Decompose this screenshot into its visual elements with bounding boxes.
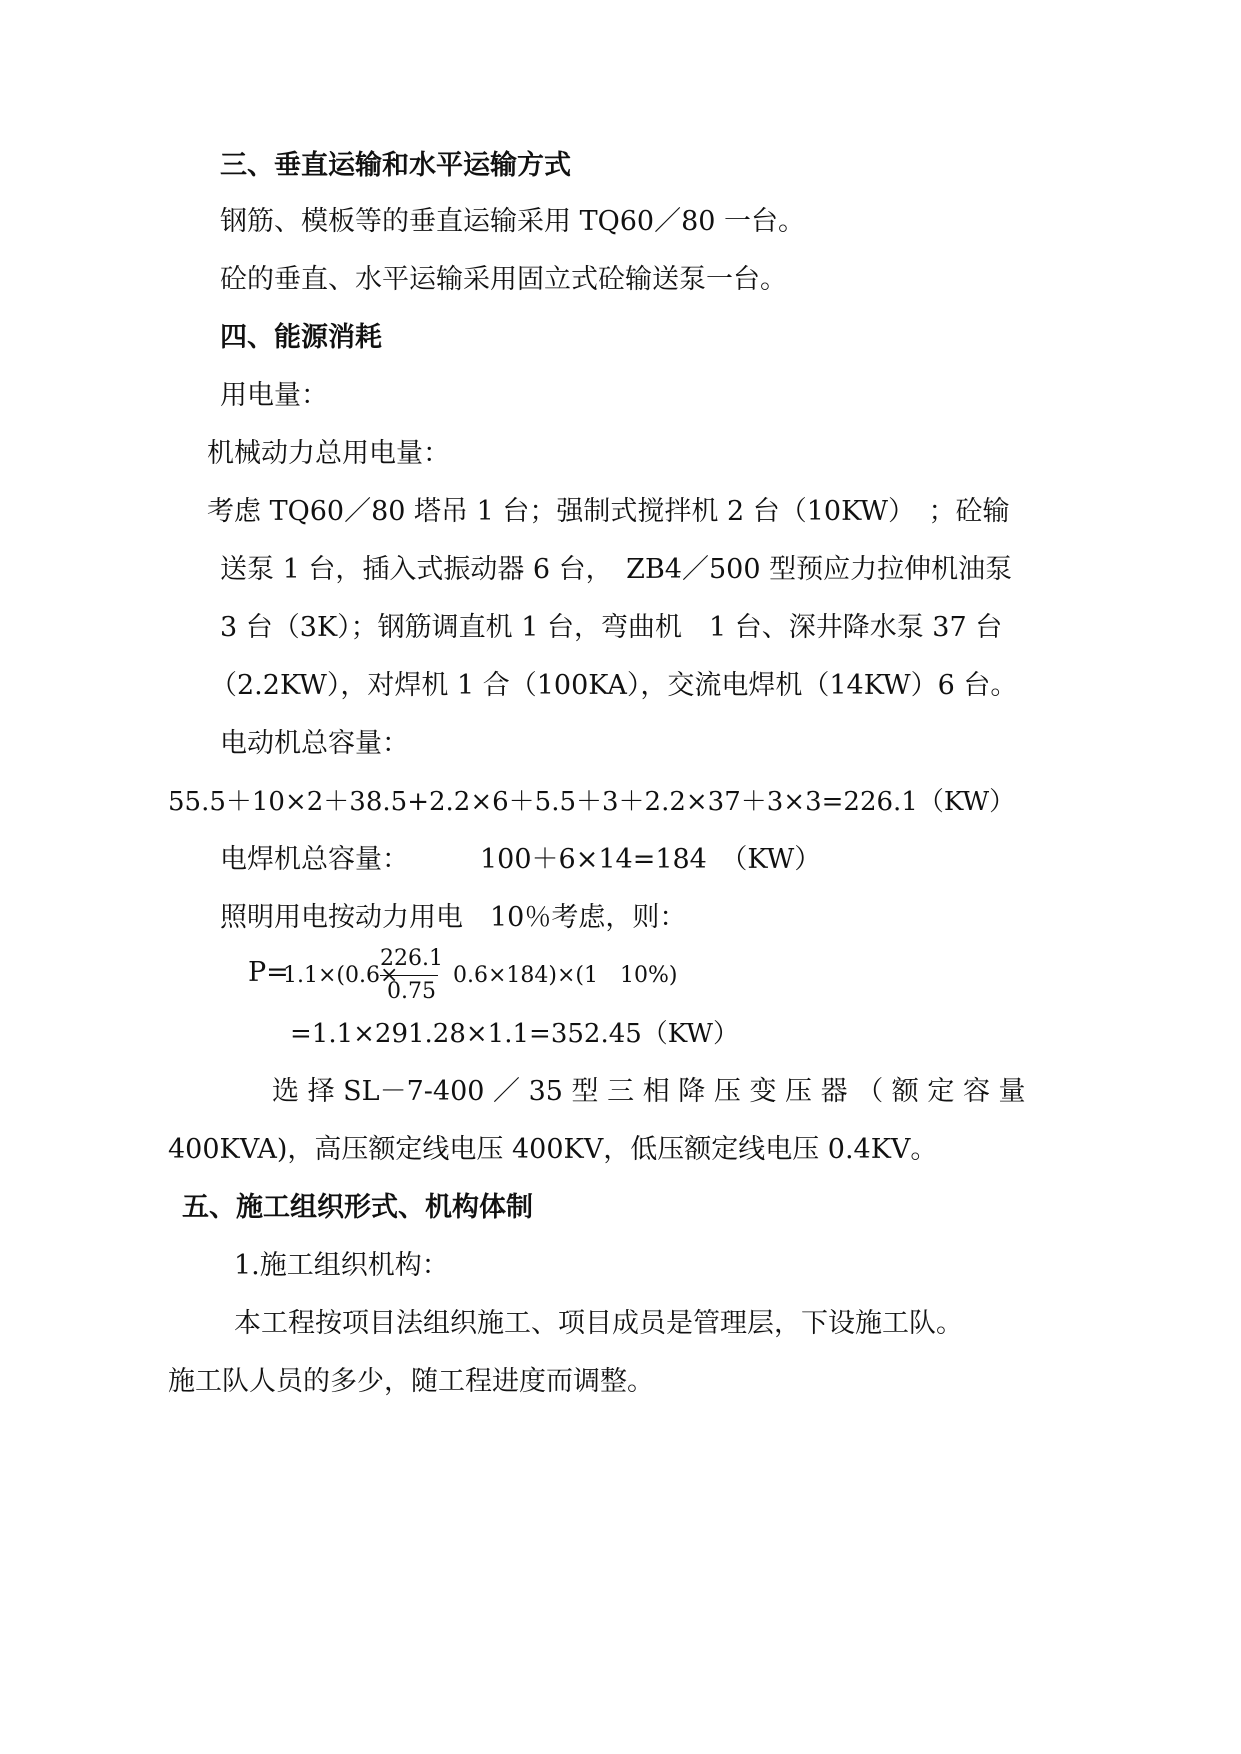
p-formula-part2: 0.6×184)×(1 10%) [453, 963, 678, 988]
section3-heading: 三、垂直运输和水平运输方式 [220, 150, 571, 181]
power-label: 用电量： [220, 380, 328, 411]
machines-line-2: 送泵 1 台，插入式振动器 6 台， ZB4／500 型预应力拉伸机油泵 [220, 554, 1013, 585]
machines-line-4: （2.2KW），对焊机 1 合（100KA），交流电焊机（14KW）6 台。 [210, 670, 1018, 701]
transformer-line-2: 400KVA)，高压额定线电压 400KV，低压额定线电压 0.4KV。 [168, 1134, 938, 1165]
machines-line-1: 考虑 TQ60／80 塔吊 1 台；强制式搅拌机 2 台（10KW） ；砼输 [207, 496, 1010, 527]
section5-subheading: 1.施工组织机构： [234, 1250, 449, 1281]
machine-power-label: 机械动力总用电量： [207, 438, 450, 469]
section3-paragraph-2: 砼的垂直、水平运输采用固立式砼输送泵一台。 [220, 264, 787, 295]
welder-label: 电焊机总容量： [220, 844, 409, 875]
result-line: =1.1×291.28×1.1=352.45（KW） [290, 1019, 740, 1049]
welder-formula: 100＋6×14=184 （KW） [480, 844, 822, 875]
section5-paragraph-line-1: 本工程按项目法组织施工、项目成员是管理层，下设施工队。 [234, 1308, 963, 1339]
p-formula-part1: 1.1×(0.6× [283, 963, 399, 988]
section3-paragraph-1: 钢筋、模板等的垂直运输采用 TQ60／80 一台。 [220, 206, 806, 237]
section4-heading: 四、能源消耗 [220, 322, 382, 353]
motor-total-label: 电动机总容量： [220, 728, 409, 759]
section5-paragraph-line-2: 施工队人员的多少，随工程进度而调整。 [168, 1366, 654, 1397]
lighting-text: 照明用电按动力用电 10％考虑，则： [220, 902, 687, 933]
transformer-line-1: 选 择 SL－7-400 ／ 35 型 三 相 降 压 变 压 器 （ 额 定 容 量 [272, 1076, 1026, 1107]
p-formula-denominator: 0.75 [387, 979, 436, 1004]
p-formula-fraction [380, 945, 443, 1006]
motor-total-formula: 55.5＋10×2＋38.5+2.2×6＋5.5＋3＋2.2×37＋3×3=226.1（KW） [168, 787, 1016, 817]
section5-heading: 五、施工组织形式、机构体制 [182, 1192, 533, 1223]
machines-line-3: 3 台（3K）；钢筋调直机 1 台，弯曲机 1 台、深井降水泵 37 台 [220, 612, 1003, 643]
fraction-bar [380, 975, 438, 976]
p-formula-lhs: P= [248, 957, 289, 988]
p-formula-numerator: 226.1 [380, 946, 443, 971]
